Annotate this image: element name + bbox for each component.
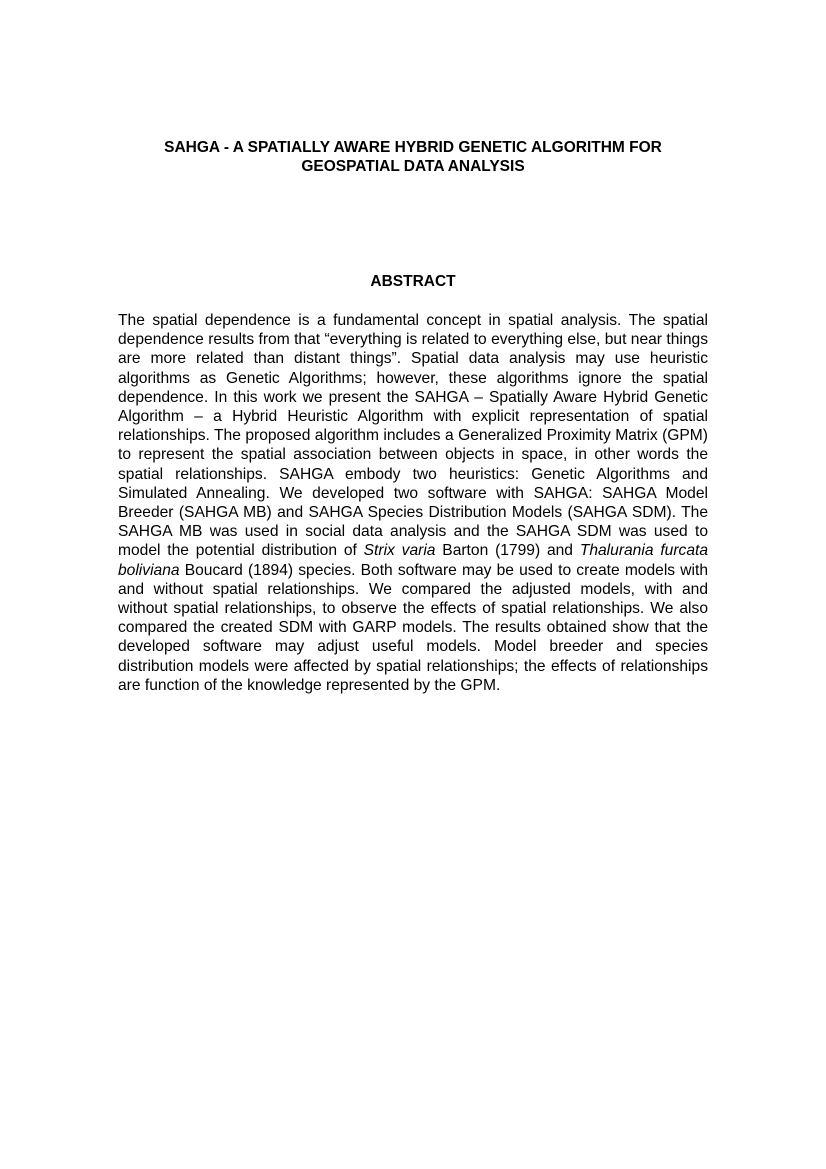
paper-title [118,138,708,176]
abstract-paragraph [118,311,708,695]
abstract-text-part-3: Boucard (1894) species. Both software may be used to create models with and without spatial relationships. We compared the adjusted models, with and without spatial relationships, to observe the effects of spatial relationships. We also compared the created SDM with GARP models. The results obtained show that the developed software may adjust useful models. Model breeder and species distribution models were affected by spatial relationships; the effects of relationships are function of the knowledge represented by the GPM. [118,561,708,694]
abstract-heading: ABSTRACT [370,273,456,290]
abstract-text-part-2: Barton (1799) and [435,542,580,560]
species-name-thalurania: Thalurania furcata boliviana [118,542,708,579]
paper-title-line-1: SAHGA - A SPATIALLY AWARE HYBRID GENETIC ALGORITHM FOR [164,139,662,156]
paper-title-line-2: GEOSPATIAL DATA ANALYSIS [301,158,525,175]
abstract-text-part-1: The spatial dependence is a fundamental concept in spatial analysis. The spatial dependence results from that “everything is related to everything else, but near things are more related than distant things”. Spatial data analysis may use heuristic algorithms as Genetic Algorithms; however, these algorithms ignore the spatial dependence. In this work we present the SAHGA – Spatially Aware Hybrid Genetic Algorithm – a Hybrid Heuristic Algorithm with explicit representation of spatial relationships. The proposed algorithm includes a Generalized Proximity Matrix (GPM) to represent the spatial association between objects in space, in other words the spatial relationships. SAHGA embody two heuristics: Genetic Algorithms and Simulated Annealing. We developed two software with SAHGA: SAHGA Model Breeder (SAHGA MB) and SAHGA Species Distribution Models (SAHGA SDM). The SAHGA MB was used in social data analysis and the SAHGA SDM was used to model the potential distribution of [118,312,708,560]
species-name-strix-varia: Strix varia [363,542,436,560]
